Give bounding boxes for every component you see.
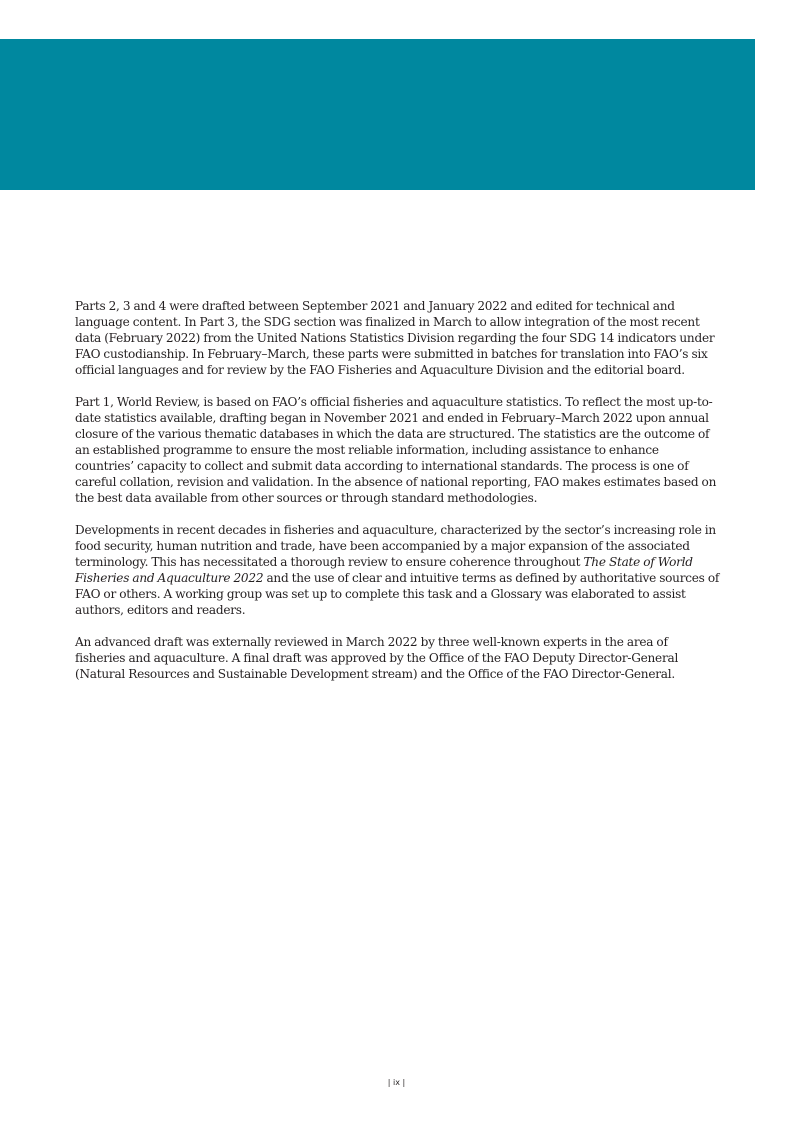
header-band bbox=[0, 39, 755, 190]
paragraph-drafting-parts-2-4: Parts 2, 3 and 4 were drafted between September 2021 and January 2022 and edited for technical and language content. In Part 3, the SDG section was finalized in March to allow integration of the most recent data (February 2022) from the United Nations Statistics Division regarding the four SDG 14 indicators under FAO custodianship. In February–March, these parts were submitted in batches for translation into FAO’s six official languages and for review by the FAO Fisheries and Aquaculture Division and the editorial board. bbox=[75, 299, 715, 377]
publication-title: The State of World Fisheries and Aquaculture 2022 bbox=[75, 555, 693, 585]
page-number: | ix | bbox=[387, 1078, 406, 1087]
terminology-text-before: Developments in recent decades in fisheries and aquaculture, characterized by the sector’s increasing role in food security, human nutrition and trade, have been accompanied by a major expansion of the associated terminology. This has necessitated a thorough review to ensure coherence throughout bbox=[75, 523, 716, 569]
paragraph-world-review: Part 1, World Review, is based on FAO’s official fisheries and aquaculture statistics. To reflect the most up-to-date statistics available, drafting began in November 2021 and ended in February–March 2022 upon annual closure of the various thematic databases in which the data are structured. The statistics are the outcome of an established programme to ensure the most reliable information, including assistance to enhance countries’ capacity to collect and submit data according to international standards. The process is one of careful collation, revision and validation. In the absence of national reporting, FAO makes estimates based on the best data available from other sources or through standard methodologies. bbox=[75, 395, 717, 505]
paragraph-external-review: An advanced draft was externally reviewed in March 2022 by three well-known experts in the area of fisheries and aquaculture. A final draft was approved by the Office of the FAO Deputy Director-General (Natural Resources and Sustainable Development stream) and the Office of the FAO Director-General. bbox=[75, 635, 679, 681]
terminology-text-after: and the use of clear and intuitive terms as defined by authoritative sources of FAO or others. A working group was set up to complete this task and a Glossary was elaborated to assist authors, editors and readers. bbox=[75, 571, 720, 617]
body-text bbox=[75, 298, 720, 698]
paragraph-terminology bbox=[75, 522, 720, 618]
